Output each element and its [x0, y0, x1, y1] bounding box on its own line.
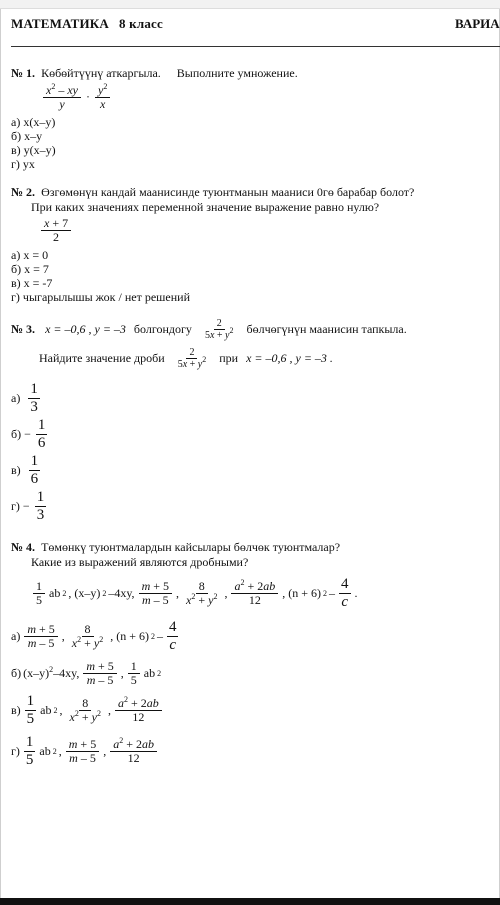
question-number: № 1. [11, 66, 36, 80]
q3-fraction-ru: $\frac{2}{5x + y^2}$ [177, 347, 207, 370]
scan-bottom-edge [0, 898, 500, 905]
grade-label: 8 класс [118, 16, 163, 31]
question-1 [11, 66, 494, 171]
scan-top-edge [0, 0, 500, 9]
q1-expression: $\frac{x^2 - xy}{y}$ · $\frac{y^2}{x}$ [21, 84, 494, 111]
answer-option-d: г) $\frac{1}{5}$ ab 2 , $\frac{m + 5}{m - 5}$ , $\frac{a^2 + 2ab}{12}$ [11, 734, 494, 769]
q3-fraction: $\frac{2}{5x + y^2}$ [204, 318, 234, 341]
question-text-ky-mid: болгондогу [133, 322, 192, 336]
answer-option-c: в) x = -7 [11, 276, 53, 290]
subject-title: МАТЕМАТИКА [11, 16, 109, 31]
question-text-ky: Көбөйтүүнү аткаргыла. [41, 66, 161, 80]
answer-option-c: в) $\frac{1}{5}$ ab 2 , $\frac{8}{x^2 + y^2}$ , $\frac{a^2 + 2ab}{12}$ [11, 693, 494, 728]
page-header [11, 16, 163, 32]
answer-option-b: б) x–y [11, 129, 43, 143]
answer-option-a: а) $\frac{m + 5}{m - 5}$ , $\frac{8}{x^2 + y^2}$ , (n + 6) 2 – $\frac{4}{c}$ [11, 619, 177, 653]
answer-option-c: в) $\frac{1}{6}$ [11, 452, 39, 487]
answer-option-a: а) x = 0 [11, 248, 49, 262]
answer-option-b: б) x = 7 [11, 262, 49, 276]
answer-option-d: г) − $\frac{1}{3}$ [11, 488, 45, 523]
question-text-ru: Выполните умножение. [176, 66, 298, 80]
condition-values: x = –0,6 , y = –3 [45, 322, 126, 336]
question-4 [11, 540, 494, 769]
question-text-ky: Төмөнкү туюнтмалардын кайсылары бөлчөк туюнтмалар? [41, 540, 341, 554]
question-number: № 3. [11, 322, 36, 336]
answer-option-c: в) y(x–y) [11, 143, 56, 157]
answer-option-b: б) − $\frac{1}{6}$ [11, 416, 46, 451]
condition-values-ru: x = –0,6 , y = –3 . [246, 351, 333, 365]
q4-expressions: $\frac{1}{5}$ ab 2 , (x–y) 2 –4xy, $\frac{m + 5}{m - 5}$ , $\frac{8}{x^2 + y^2}$ , $\frac{a^2 + 2ab}{12}$ , (n + 6) 2 – $\frac{4}{c}$ . [11, 576, 494, 611]
q2-expression: $\frac{x + 7}{2}$ [39, 217, 494, 244]
answer-option-d: г) чыгарылышы жок / нет решений [11, 290, 190, 304]
question-text-ru: Найдите значение дроби [39, 351, 165, 365]
question-number: № 2. [11, 185, 36, 199]
question-2 [11, 185, 494, 304]
question-text-ru: При каких значениях переменной значение выражение равно нулю? [31, 200, 380, 214]
question-text-ky-end: бөлчөгүнүн маанисин тапкыла. [246, 322, 407, 336]
question-3 [11, 318, 494, 524]
answer-option-a: а) x(x–y) [11, 115, 56, 129]
header-divider [11, 46, 500, 47]
question-text-ru-mid: при [219, 351, 239, 365]
answer-option-a: а) $\frac{1}{3}$ [11, 380, 38, 415]
question-number: № 4. [11, 540, 36, 554]
variant-label: ВАРИА [455, 16, 500, 31]
question-text-ky: Өзгөмөнүн кандай маанисинде туюнтманын мааниси 0гө барабар болот? [41, 185, 415, 199]
answer-option-d: г) yx [11, 157, 35, 171]
question-text-ru: Какие из выражений являются дробными? [31, 555, 249, 569]
answer-option-b: б) $(x-y)^2-4xy$, $\frac{m + 5}{m - 5}$ , $\frac{1}{5}$ ab 2 [11, 659, 162, 687]
